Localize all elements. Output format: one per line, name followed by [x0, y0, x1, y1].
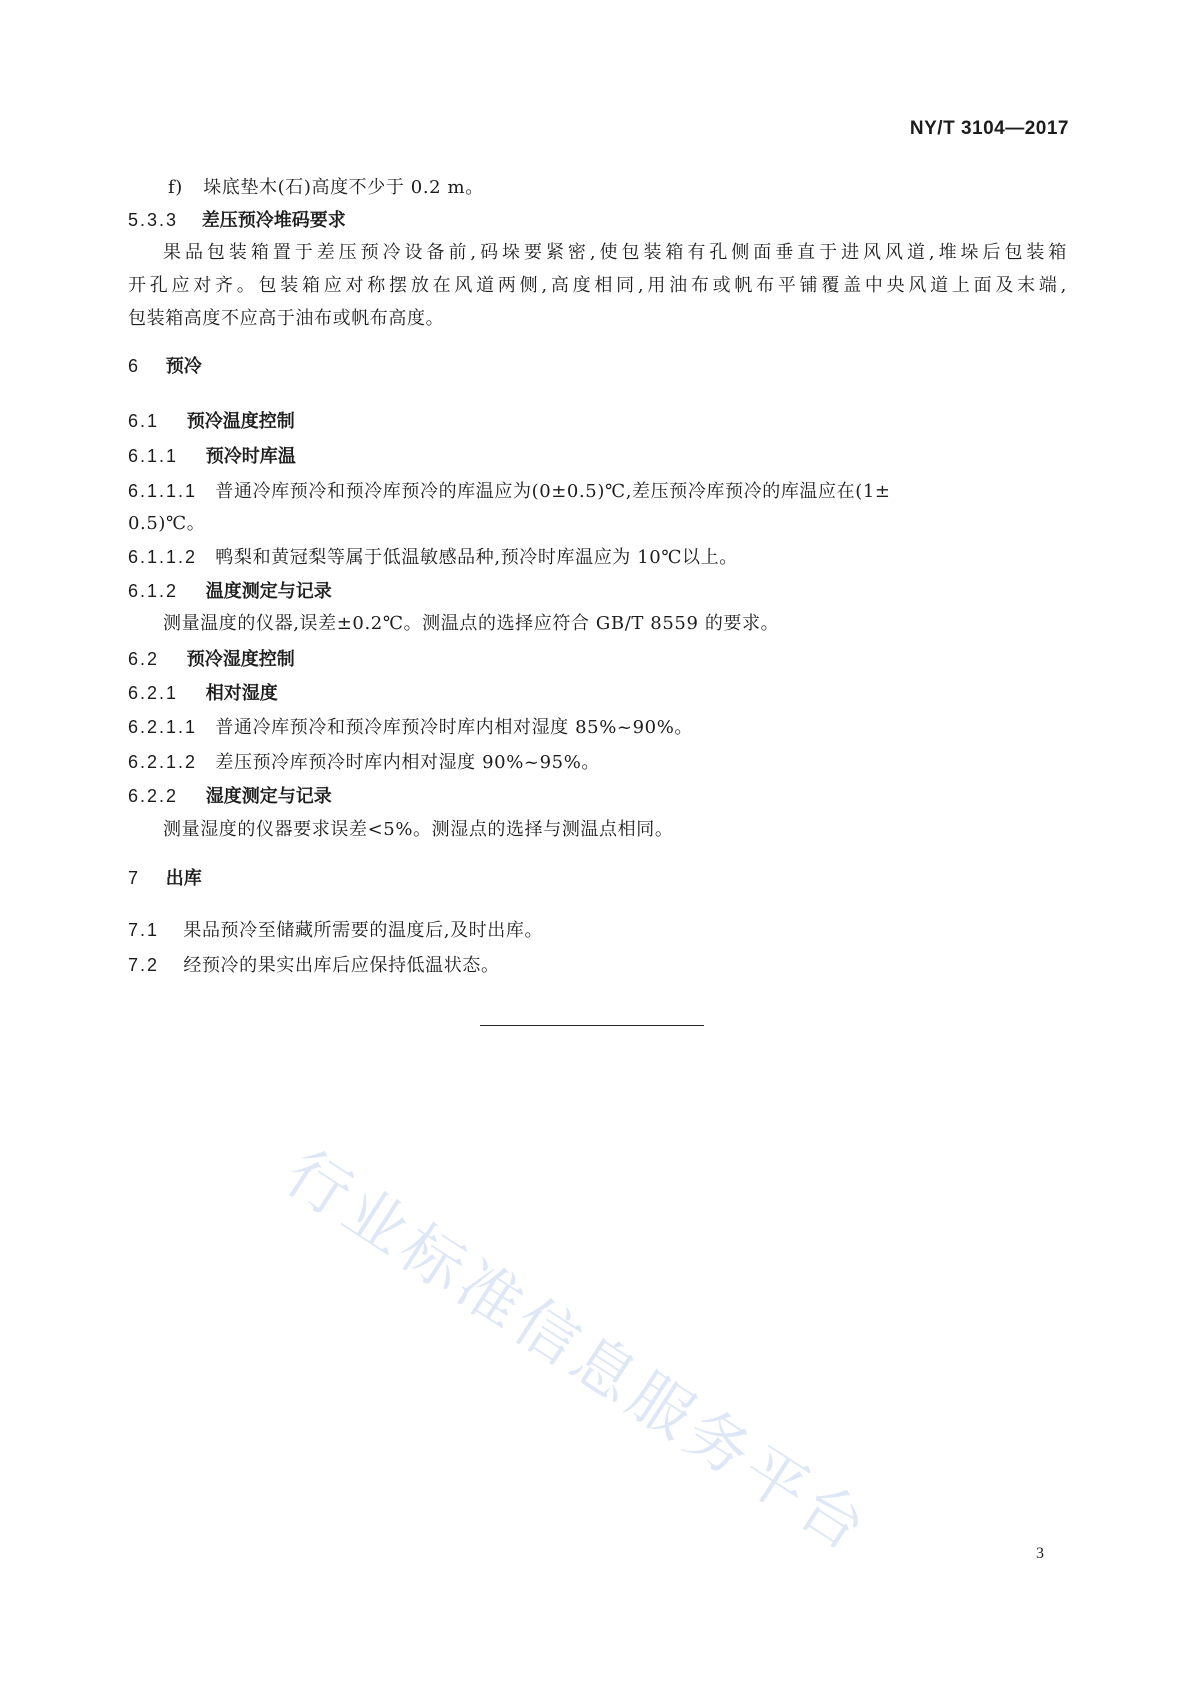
list-item-f	[168, 173, 484, 199]
clause-text-continued: 0.5)℃。	[128, 513, 206, 534]
section-title: 出库	[165, 868, 202, 889]
watermark: 行业标准信息服务平台	[273, 1135, 884, 1568]
section-title: 温度测定与记录	[205, 581, 332, 602]
page-number: 3	[1036, 1545, 1044, 1562]
section-number: 7.2	[128, 955, 160, 975]
section-number: 6	[128, 356, 141, 376]
section-6-2-1-heading	[128, 679, 278, 705]
section-number: 6.1.1	[128, 446, 179, 466]
section-7-heading	[128, 864, 202, 890]
section-number: 7.1	[128, 920, 160, 940]
section-6-1-heading	[128, 407, 295, 433]
section-number: 6.2.2	[128, 786, 179, 806]
section-title: 预冷	[165, 356, 202, 377]
section-6-1-1-1	[128, 477, 891, 503]
section-6-2-1-2	[128, 748, 600, 774]
list-marker: f)	[168, 177, 183, 198]
standard-code: NY/T 3104—2017	[909, 118, 1069, 139]
section-6-1-2-heading	[128, 577, 332, 603]
section-title: 相对湿度	[205, 683, 278, 704]
section-6-2-heading	[128, 645, 295, 671]
section-title: 预冷湿度控制	[186, 649, 295, 670]
clause-text: 测量湿度的仪器要求误差<5%。测湿点的选择与测温点相同。	[163, 819, 674, 840]
section-6-1-1-heading	[128, 442, 296, 468]
section-title: 差压预冷堆码要求	[201, 210, 346, 231]
section-6-1-1-2	[128, 543, 738, 569]
section-6-2-1-1	[128, 713, 693, 739]
section-number: 6.1.1.2	[128, 547, 198, 567]
section-number: 6.1	[128, 411, 160, 431]
paragraph-line: 包装箱高度不应高于油布或帆布高度。	[128, 308, 445, 329]
section-number: 6.2.1.2	[128, 752, 198, 772]
section-number: 5.3.3	[128, 210, 179, 230]
section-number: 7	[128, 868, 141, 888]
section-number: 6.2.1	[128, 683, 179, 703]
end-of-document-rule	[480, 1025, 704, 1026]
section-6-2-2-heading	[128, 782, 332, 808]
clause-text: 果品预冷至储藏所需要的温度后,及时出库。	[183, 920, 544, 941]
clause-text: 差压预冷库预冷时库内相对湿度 90%~95%。	[215, 752, 600, 773]
clause-text: 普通冷库预冷和预冷库预冷的库温应为(0±0.5)℃,差压预冷库预冷的库温应在(1±	[215, 481, 891, 502]
section-number: 6.2.1.1	[128, 717, 198, 737]
section-6-heading	[128, 352, 202, 378]
clause-text: 普通冷库预冷和预冷库预冷时库内相对湿度 85%~90%。	[215, 717, 693, 738]
clause-text: 测量温度的仪器,误差±0.2℃。测温点的选择应符合 GB/T 8559 的要求。	[163, 613, 780, 634]
list-item-text: 垛底垫木(石)高度不少于 0.2 m。	[203, 177, 484, 198]
section-title: 湿度测定与记录	[205, 786, 332, 807]
section-title: 预冷温度控制	[186, 411, 295, 432]
clause-text: 鸭梨和黄冠梨等属于低温敏感品种,预冷时库温应为 10℃以上。	[215, 547, 738, 568]
paragraph-line: 开孔应对齐。包装箱应对称摆放在风道两侧,高度相同,用油布或帆布平铺覆盖中央风道上面及末端,	[128, 275, 1067, 296]
clause-text: 经预冷的果实出库后应保持低温状态。	[183, 955, 500, 976]
section-7-2	[128, 951, 500, 977]
section-7-1	[128, 916, 543, 942]
section-5-3-3-heading	[128, 206, 346, 232]
paragraph-line: 果品包装箱置于差压预冷设备前,码垛要紧密,使包装箱有孔侧面垂直于进风风道,堆垛后包装箱	[163, 242, 1067, 263]
section-number: 6.2	[128, 649, 160, 669]
section-number: 6.1.2	[128, 581, 179, 601]
section-number: 6.1.1.1	[128, 481, 198, 501]
section-title: 预冷时库温	[205, 446, 296, 467]
